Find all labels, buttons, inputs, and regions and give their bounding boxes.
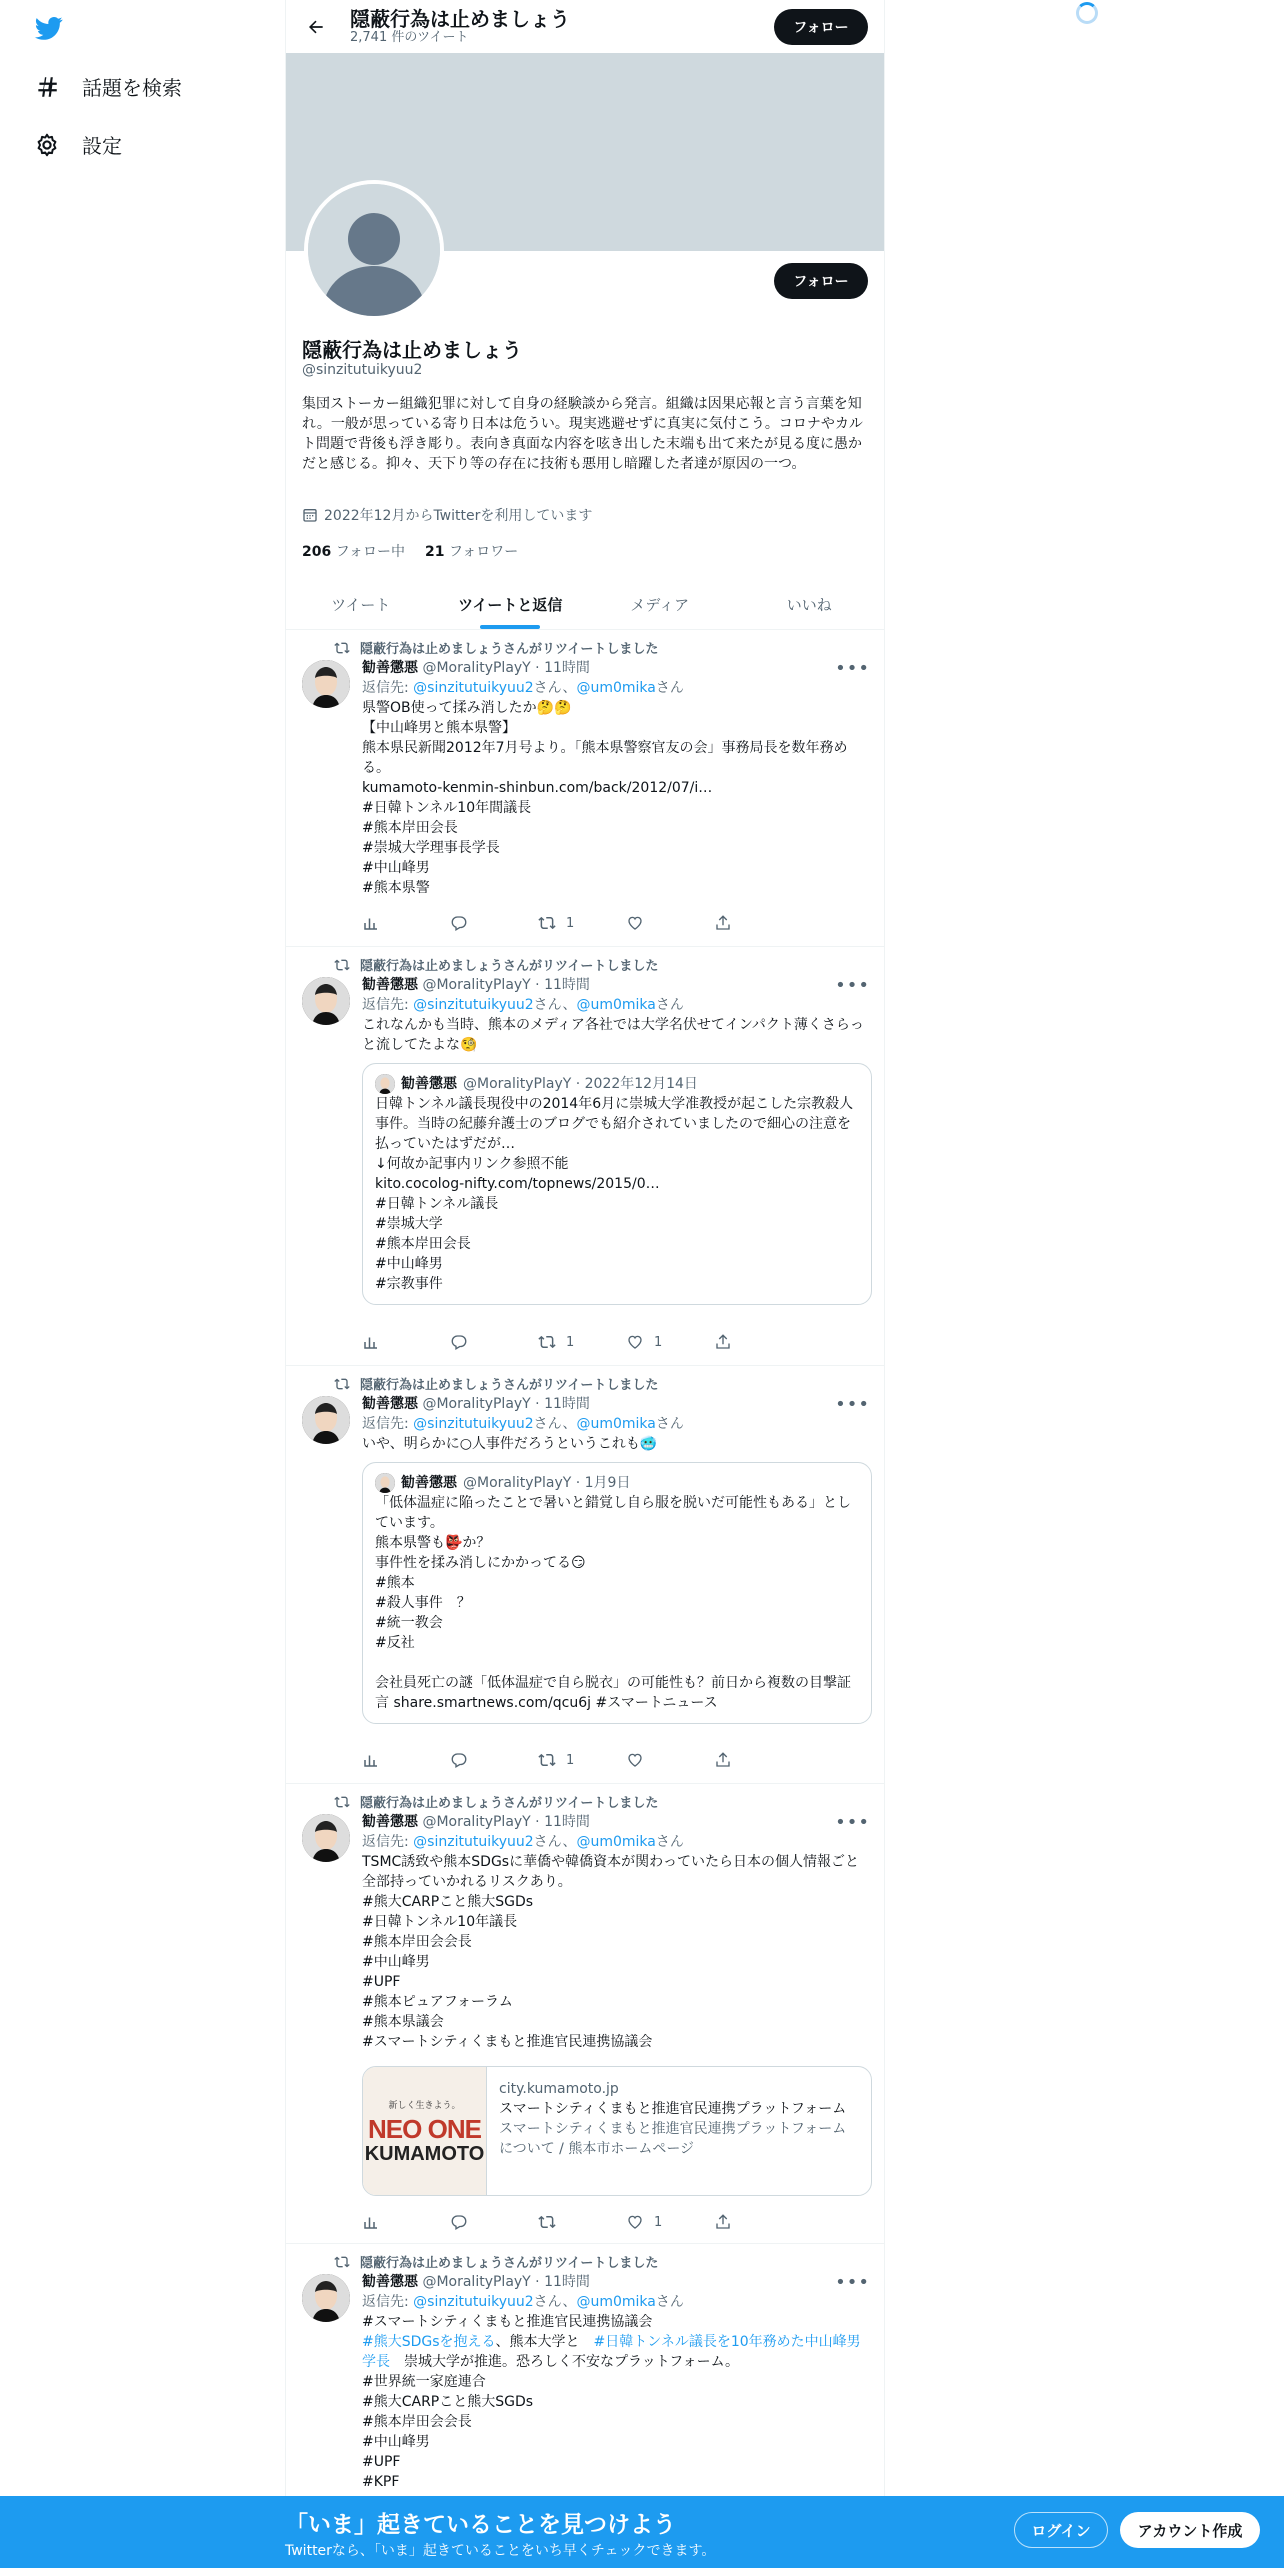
card-domain: city.kumamoto.jp: [499, 2081, 619, 2097]
reply-mention[interactable]: @sinzitutuikyuu2: [413, 2294, 534, 2310]
heart-icon: [626, 914, 644, 932]
header-tweet-count: 2,741 件のツイート: [350, 29, 469, 45]
tweet-text: 県警OB使って揉み消したか🤔🤔 【中山峰男と熊本県警】 熊本県民新聞2012年7月号より。「熊本県警察官友の会」事務局長を数年務める。: [362, 700, 848, 776]
retweet-icon: [538, 1333, 556, 1351]
profile-joined-text: 2022年12月からTwitterを利用しています: [324, 508, 593, 524]
tweet[interactable]: [286, 630, 884, 947]
reply-prefix: 返信先:: [362, 680, 414, 696]
reply-bubble-icon: [450, 1751, 468, 1769]
views-chart-icon: [362, 914, 380, 932]
reply-mention[interactable]: @sinzitutuikyuu2: [413, 1416, 534, 1432]
like-count: 1: [654, 1334, 663, 1350]
reply-mention[interactable]: @um0mika: [576, 680, 656, 696]
author-name[interactable]: 勧善懲悪: [362, 1396, 418, 1412]
quote-header: [375, 1074, 859, 1094]
author-meta[interactable]: @MoralityPlayY · 11時間: [422, 977, 590, 993]
tweet-header: [362, 2272, 872, 2292]
card-image: [363, 2067, 487, 2195]
more-icon[interactable]: •••: [835, 1394, 870, 1415]
quote-author-name: 勧善懲悪: [401, 1076, 457, 1092]
reply-button[interactable]: [450, 914, 538, 932]
reply-mention[interactable]: @sinzitutuikyuu2: [413, 680, 534, 696]
avatar[interactable]: [302, 977, 350, 1025]
reply-mid: さん、: [533, 680, 577, 696]
nav-settings[interactable]: [34, 130, 122, 159]
hashtag-link[interactable]: #中山峰男: [362, 860, 430, 876]
avatar-person-icon: [302, 660, 350, 708]
retweet-context: [334, 1374, 658, 1393]
reply-prefix: 返信先:: [362, 997, 414, 1013]
tweet-text-fragment: 崇城大学が推進。恐ろしく不安なプラットフォーム。: [390, 2354, 740, 2370]
tweet-body: [362, 2272, 872, 2492]
tweet[interactable]: [286, 947, 884, 1366]
signup-button[interactable]: アカウント作成: [1120, 2512, 1260, 2548]
reply-button[interactable]: [450, 1751, 538, 1769]
author-name[interactable]: 勧善懲悪: [362, 2274, 418, 2290]
avatar[interactable]: [302, 660, 350, 708]
profile-stats: [302, 541, 518, 561]
retweet-count: 1: [566, 915, 575, 931]
card-text: [487, 2067, 871, 2195]
reply-bubble-icon: [450, 2213, 468, 2231]
card-image-kumamoto: KUMAMOTO: [364, 2142, 485, 2165]
signup-banner-title: 「いま」起きていることを見つけよう: [285, 2512, 676, 2538]
hashtag-link[interactable]: #熊大SDGsを抱える: [362, 2334, 496, 2350]
tweet-header: [362, 1394, 872, 1414]
reply-to: [362, 995, 872, 1015]
author-meta[interactable]: @MoralityPlayY · 11時間: [422, 1814, 590, 1830]
views-chart-icon: [362, 1333, 380, 1351]
avatar-person-icon: [375, 1074, 395, 1094]
followers-label: フォロワー: [448, 544, 519, 560]
back-button[interactable]: [296, 7, 336, 47]
author-name[interactable]: 勧善懲悪: [362, 1814, 418, 1830]
main-column: [285, 0, 885, 2568]
retweet-context: [334, 955, 658, 974]
tweet-body: [362, 975, 872, 1305]
tweet-header: [362, 975, 872, 995]
reply-suffix: さん: [655, 997, 684, 1013]
header-follow-button[interactable]: フォロー: [774, 9, 868, 45]
avatar-person-icon: [302, 1396, 350, 1444]
nav-explore-label: 話題を検索: [82, 76, 182, 100]
like-button[interactable]: [626, 914, 714, 932]
share-icon: [714, 2213, 732, 2231]
tweet-header: [362, 1812, 872, 1832]
profile-tabs: [286, 580, 884, 630]
retweet-button[interactable]: [538, 914, 626, 932]
like-count: 1: [654, 2214, 663, 2230]
reply-prefix: 返信先:: [362, 1416, 414, 1432]
share-icon: [714, 914, 732, 932]
quote-author-name: 勧善懲悪: [401, 1475, 457, 1491]
tweet-text: [362, 2332, 872, 2372]
profile-avatar[interactable]: [304, 180, 444, 320]
tweet-body: [362, 658, 872, 898]
tweet-actions: [362, 1333, 802, 1351]
reply-mid: さん、: [533, 1416, 577, 1432]
card-image-tagline: 新しく生きよう。: [388, 2100, 461, 2111]
retweet-count: 1: [566, 1334, 575, 1350]
profile-joined: [302, 505, 592, 525]
more-icon[interactable]: •••: [835, 2272, 870, 2293]
hashtag-link[interactable]: #KPF: [362, 2474, 400, 2490]
login-button[interactable]: ログイン: [1014, 2512, 1108, 2548]
author-meta[interactable]: @MoralityPlayY · 11時間: [422, 1396, 590, 1412]
retweet-icon: [538, 2213, 556, 2231]
signup-banner-subtitle: Twitterなら、「いま」起きていることをいち早くチェックできます。: [285, 2543, 716, 2559]
reply-to: [362, 1832, 872, 1852]
hashtag-link[interactable]: #熊本ピュアフォーラム: [362, 1994, 513, 2010]
link-card[interactable]: [362, 2066, 872, 2196]
reply-suffix: さん: [655, 680, 684, 696]
header-title: [350, 8, 570, 46]
top-bar: [286, 0, 884, 53]
hashtag-link[interactable]: #熊大CARPこと熊大SGDs: [362, 1894, 534, 1910]
tab-tweets[interactable]: ツイート: [331, 596, 391, 614]
tweet-text: これなんかも当時、熊本のメディア各社では大学名伏せてインパクト薄くさらっと流してたよな🧐: [362, 1017, 864, 1053]
hashtag-link[interactable]: #UPF: [362, 1974, 401, 1990]
retweet-context-text: 隠蔽行為は止めましょうさんがリツイートしました: [360, 1378, 659, 1393]
nav-settings-label: 設定: [82, 134, 122, 158]
retweet-icon: [334, 2254, 350, 2270]
reply-mid: さん、: [533, 997, 577, 1013]
reply-suffix: さん: [655, 1834, 684, 1850]
quote-text: 日韓トンネル議長現役中の2014年6月に崇城大学准教授が起こした宗教殺人事件。当時の紀藤弁護士のブログでも紹介されていましたので細心の注意を払っていたはずだが… ↓何故か記事内リンク参照不能 kito.cocolog-nifty.com/topnews/2015/0… #日韓トンネル議長 #崇城大学 #熊本岸田会長 #中山峰男 #宗教事件: [375, 1096, 854, 1292]
views-button[interactable]: [362, 1333, 450, 1351]
hashtag-link[interactable]: #崇城大学理事長学長: [362, 840, 500, 856]
signup-banner: [0, 2496, 1284, 2568]
profile-follow-button[interactable]: フォロー: [774, 263, 868, 299]
author-meta[interactable]: @MoralityPlayY · 11時間: [422, 2274, 590, 2290]
hashtag-link[interactable]: #熊大CARPこと熊大SGDs: [362, 2394, 534, 2410]
retweet-icon: [334, 1794, 350, 1810]
like-button[interactable]: [626, 1751, 714, 1769]
quote-header: [375, 1473, 859, 1493]
share-icon: [714, 1333, 732, 1351]
hashtag-link[interactable]: #日韓トンネル10年間議長: [362, 800, 532, 816]
tweet-actions: [362, 1751, 802, 1769]
tweet[interactable]: [286, 2244, 884, 2496]
default-avatar-icon: [308, 184, 440, 316]
heart-icon: [626, 1751, 644, 1769]
avatar-person-icon: [302, 2274, 350, 2322]
hashtag-link[interactable]: #熊本県議会: [362, 2014, 444, 2030]
retweet-context-text: 隠蔽行為は止めましょうさんがリツイートしました: [360, 2256, 659, 2271]
twitter-logo-icon[interactable]: [32, 14, 66, 42]
retweet-button[interactable]: [538, 1333, 626, 1351]
reply-to: [362, 678, 872, 698]
reply-mention[interactable]: @sinzitutuikyuu2: [413, 997, 534, 1013]
hashtag-icon: [34, 74, 60, 100]
heart-icon: [626, 1333, 644, 1351]
retweet-button[interactable]: [538, 1751, 626, 1769]
retweet-context: [334, 638, 658, 657]
avatar-person-icon: [302, 1814, 350, 1862]
like-button[interactable]: [626, 2213, 714, 2231]
quote-avatar: [375, 1473, 395, 1493]
hashtag-link[interactable]: #熊本岸田会長: [362, 820, 458, 836]
header-name: 隠蔽行為は止めましょう: [350, 6, 570, 31]
hashtag-link[interactable]: #中山峰男: [362, 2434, 430, 2450]
share-button[interactable]: [714, 2213, 802, 2231]
retweet-icon: [538, 1751, 556, 1769]
hashtag-link[interactable]: #世界統一家庭連合: [362, 2374, 486, 2390]
avatar[interactable]: [302, 1814, 350, 1862]
views-chart-icon: [362, 2213, 380, 2231]
tab-likes[interactable]: いいね: [786, 596, 832, 614]
tweet-header: [362, 658, 872, 678]
reply-suffix: さん: [655, 1416, 684, 1432]
retweet-icon: [334, 957, 350, 973]
quote-tweet[interactable]: [362, 1462, 872, 1724]
retweet-context-text: 隠蔽行為は止めましょうさんがリツイートしました: [360, 1796, 659, 1811]
reply-button[interactable]: [450, 1333, 538, 1351]
reply-prefix: 返信先:: [362, 1834, 414, 1850]
avatar[interactable]: [302, 1396, 350, 1444]
hashtag-link[interactable]: #熊本岸田会会長: [362, 2414, 472, 2430]
hashtag-link[interactable]: #日韓トンネル議長を10年務めた中山峰男学長: [362, 2334, 861, 2370]
share-button[interactable]: [714, 1751, 802, 1769]
quote-tweet[interactable]: [362, 1063, 872, 1305]
views-chart-icon: [362, 1751, 380, 1769]
tweet-link[interactable]: kumamoto-kenmin-shinbun.com/back/2012/07/i…: [362, 780, 713, 796]
heart-icon: [626, 2213, 644, 2231]
retweet-count: 1: [566, 1752, 575, 1768]
retweet-context: [334, 2252, 658, 2271]
avatar-person-icon: [375, 1473, 395, 1493]
views-button[interactable]: [362, 1751, 450, 1769]
hashtag-link[interactable]: #日韓トンネル10年議長: [362, 1914, 518, 1930]
share-button[interactable]: [714, 914, 802, 932]
hashtag-link[interactable]: #スマートシティくまもと推進官民連携協議会: [362, 2314, 653, 2330]
following-count: 206: [302, 544, 332, 560]
hashtag-link[interactable]: #中山峰男: [362, 1954, 430, 1970]
reply-mention[interactable]: @um0mika: [576, 997, 656, 1013]
tweet-text-fragment: 、熊本大学と: [495, 2334, 594, 2350]
tweet-body: [362, 1812, 872, 2196]
views-button[interactable]: [362, 2213, 450, 2231]
hashtag-link[interactable]: #熊本岸田会会長: [362, 1934, 472, 1950]
tweet[interactable]: [286, 1784, 884, 2244]
avatar[interactable]: [302, 2274, 350, 2322]
quote-text: 「低体温症に陥ったことで暑いと錯覚し自ら服を脱いだ可能性もある」としています。 熊本県警も👺か？ 事件性を揉み消しにかかってる😏 #熊本 #殺人事件 ？ #統一教会 #反社 会社員死亡の謎「低体温症で自ら脱衣」の可能性も？前日から複数の目撃証言 share.smartnews.com/qcu6j #スマートニュース: [375, 1495, 851, 1711]
retweet-icon: [334, 1376, 350, 1392]
loading-spinner-icon: [1076, 2, 1098, 24]
card-description: スマートシティくまもと推進官民連携プラットフォームについて / 熊本市ホームページ: [499, 2121, 847, 2157]
reply-suffix: さん: [655, 2294, 684, 2310]
retweet-context: [334, 1792, 658, 1811]
retweet-button[interactable]: [538, 2213, 626, 2231]
reply-button[interactable]: [450, 2213, 538, 2231]
quote-author-meta: @MoralityPlayY · 1月9日: [463, 1475, 631, 1491]
nav-explore[interactable]: [34, 72, 182, 101]
hashtag-link[interactable]: #UPF: [362, 2454, 401, 2470]
quote-author-meta: @MoralityPlayY · 2022年12月14日: [463, 1076, 698, 1092]
reply-mention[interactable]: @um0mika: [576, 1834, 656, 1850]
hashtag-link[interactable]: #スマートシティくまもと推進官民連携協議会: [362, 2034, 653, 2050]
card-title: スマートシティくまもと推進官民連携プラットフォーム: [499, 2101, 847, 2117]
gear-icon: [34, 132, 60, 158]
tweet-actions: [362, 914, 802, 932]
reply-to: [362, 1414, 872, 1434]
hashtag-link[interactable]: #熊本県警: [362, 880, 430, 896]
reply-mention[interactable]: @um0mika: [576, 1416, 656, 1432]
reply-to: [362, 2292, 872, 2312]
tab-media[interactable]: メディア: [630, 596, 690, 614]
tweet-text: TSMC誘致や熊本SDGsに華僑や韓僑資本が関わっていたら日本の個人情報ごと全部持っていかれるリスクあり。: [362, 1854, 859, 1890]
reply-prefix: 返信先:: [362, 2294, 414, 2310]
like-button[interactable]: [626, 1333, 714, 1351]
following-link[interactable]: [302, 541, 405, 561]
following-label: フォロー中: [335, 544, 405, 560]
tweet[interactable]: [286, 1366, 884, 1784]
card-image-neo: NEO ONE: [368, 2113, 481, 2144]
calendar-icon: [302, 507, 318, 523]
share-button[interactable]: [714, 1333, 802, 1351]
retweet-icon: [538, 914, 556, 932]
retweet-icon: [334, 640, 350, 656]
reply-mention[interactable]: @um0mika: [576, 2294, 656, 2310]
tweet-body: [362, 1394, 872, 1724]
views-button[interactable]: [362, 914, 450, 932]
reply-mid: さん、: [533, 1834, 577, 1850]
more-icon[interactable]: •••: [835, 975, 870, 996]
tweet-actions: [362, 2213, 802, 2231]
reply-mid: さん、: [533, 2294, 577, 2310]
tweet-text: いや、明らかに○人事件だろうというこれも🥶: [362, 1436, 658, 1452]
profile-handle: @sinzitutuikyuu2: [302, 362, 423, 378]
arrow-left-icon: [306, 17, 326, 37]
quote-avatar: [375, 1074, 395, 1094]
reply-bubble-icon: [450, 1333, 468, 1351]
more-icon[interactable]: •••: [835, 1812, 870, 1833]
followers-link[interactable]: [425, 541, 518, 561]
retweet-context-text: 隠蔽行為は止めましょうさんがリツイートしました: [360, 642, 659, 657]
tab-tweets-and-replies[interactable]: ツイートと返信: [436, 580, 586, 629]
profile-name: 隠蔽行為は止めましょう: [302, 338, 522, 362]
reply-mention[interactable]: @sinzitutuikyuu2: [413, 1834, 534, 1850]
author-name[interactable]: 勧善懲悪: [362, 660, 418, 676]
avatar-person-icon: [302, 977, 350, 1025]
author-name[interactable]: 勧善懲悪: [362, 977, 418, 993]
retweet-context-text: 隠蔽行為は止めましょうさんがリツイートしました: [360, 959, 659, 974]
followers-count: 21: [425, 544, 445, 560]
author-meta[interactable]: @MoralityPlayY · 11時間: [422, 660, 590, 676]
reply-bubble-icon: [450, 914, 468, 932]
share-icon: [714, 1751, 732, 1769]
profile-bio: 集団ストーカー組織犯罪に対して自身の経験談から発言。組織は因果応報と言う言葉を知れ。一般が思っている寄り日本は危うい。現実逃避せずに真実に気付こう。コロナやカルト問題で背後も浮き彫り。表向き真面な内容を呟き出した末端も出て来たが見る度に愚かだと感じる。抑々、天下り等の存在に技術も悪用し暗躍した者達が原因の一つ。: [302, 396, 863, 472]
more-icon[interactable]: •••: [835, 658, 870, 679]
